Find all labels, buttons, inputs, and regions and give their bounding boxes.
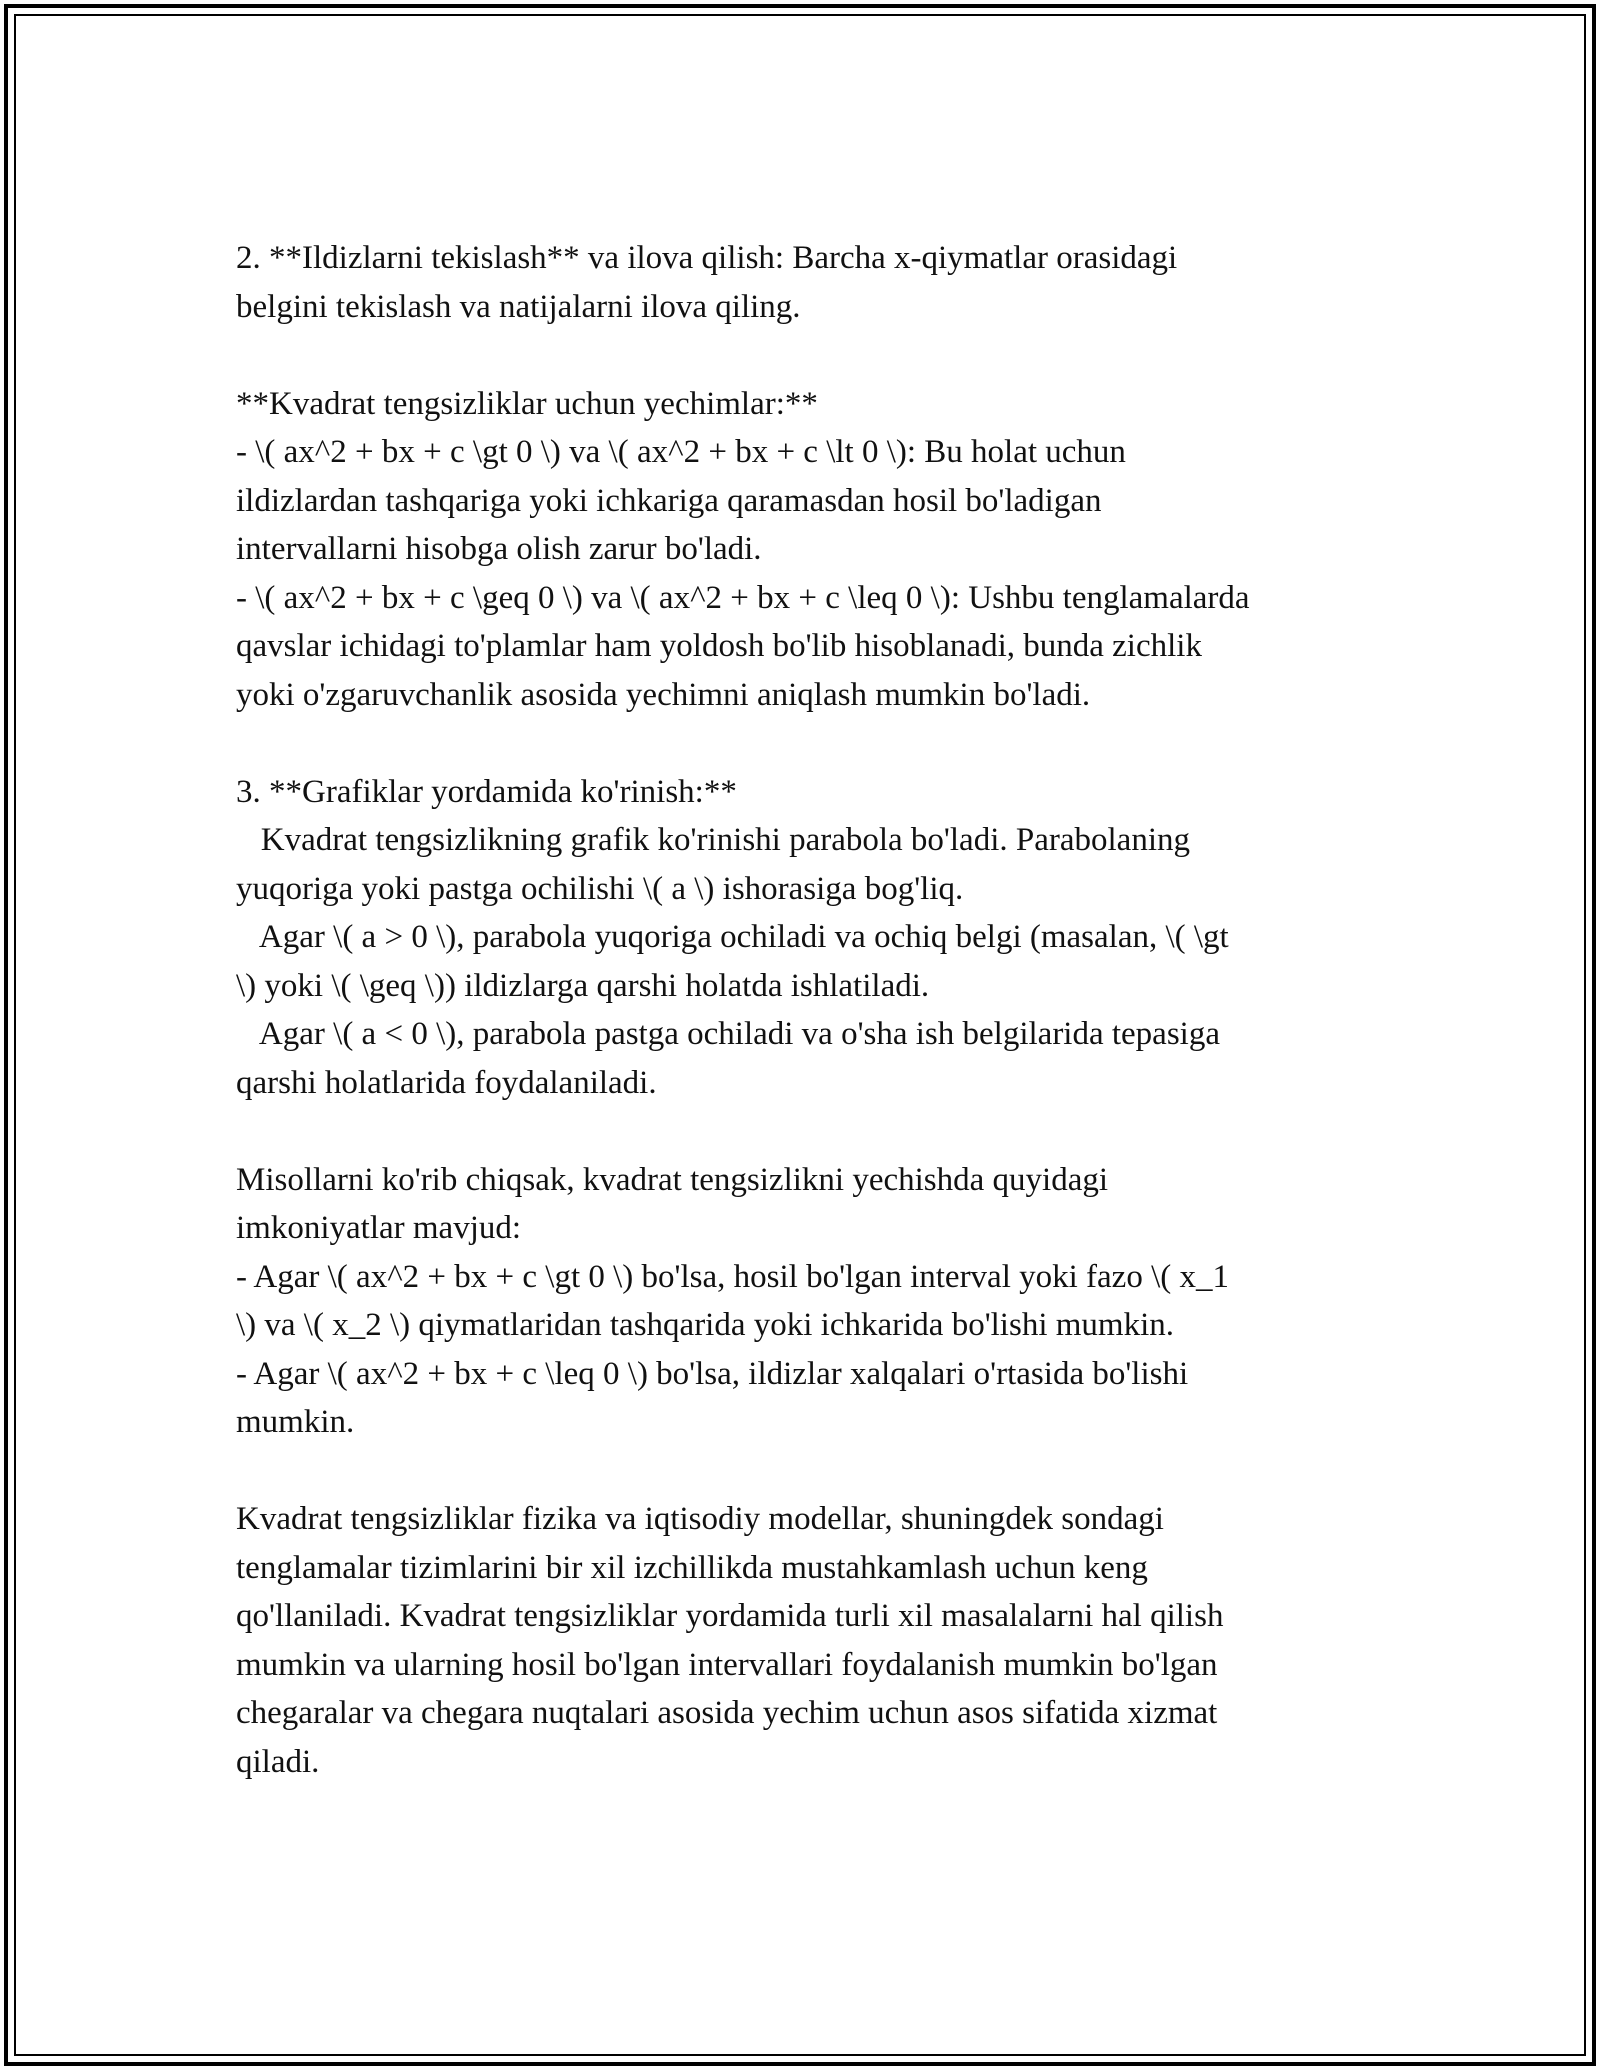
text-line: qavslar ichidagi to'plamlar ham yoldosh bo'lib hisoblanadi, bunda zichlik (236, 628, 1202, 664)
text-line: - Agar \( ax^2 + bx + c \leq 0 \) bo'lsa, ildizlar xalqalari o'rtasida bo'lishi (236, 1355, 1189, 1392)
text-line: 2. **Ildizlarni tekislash** va ilova qilish: Barcha x-qiymatlar orasidagi (236, 240, 1178, 276)
text-line: qarshi holatlarida foydalaniladi. (236, 1064, 657, 1101)
text-line: intervallarni hisobga olish zarur bo'ladi. (236, 531, 762, 567)
text-line: **Kvadrat tengsizliklar uchun yechimlar:** (236, 385, 818, 422)
text-line: - \( ax^2 + bx + c \gt 0 \) va \( ax^2 + bx + c \lt 0 \): Bu holat uchun (236, 434, 1126, 470)
text-line: 3. **Grafiklar yordamida ko'rinish:** (236, 773, 737, 810)
text-line: Agar \( a < 0 \), parabola pastga ochiladi va o'sha ish belgilarida tepasiga (236, 1016, 1220, 1052)
text-line: Kvadrat tengsizlikning grafik ko'rinishi parabola bo'ladi. Parabolaning (236, 822, 1190, 858)
text-line: qo'llaniladi. Kvadrat tengsizliklar yordamida turli xil masalalarni hal qilish (236, 1598, 1224, 1634)
paragraph-applications (236, 1495, 1396, 1786)
text-line: \) yoki \( \geq \)) ildizlarga qarshi holatda ishlatiladi. (236, 967, 930, 1004)
text-line: qiladi. (236, 1743, 320, 1780)
text-line: belgini tekislash va natijalarni ilova qiling. (236, 288, 801, 325)
text-line: - Agar \( ax^2 + bx + c \gt 0 \) bo'lsa, hosil bo'lgan interval yoki fazo \( x_1 (236, 1258, 1229, 1295)
paragraph-solutions (236, 380, 1396, 720)
text-line: yuqoriga yoki pastga ochilishi \( a \) ishorasiga bog'liq. (236, 870, 964, 907)
text-line: Misollarni ko'rib chiqsak, kvadrat tengsizlikni yechishda quyidagi (236, 1161, 1109, 1198)
text-line: chegaralar va chegara nuqtalari asosida yechim uchun asos sifatida xizmat (236, 1695, 1218, 1731)
document-body (236, 234, 1396, 1786)
text-line: Agar \( a > 0 \), parabola yuqoriga ochiladi va ochiq belgi (masalan, \( \gt (236, 919, 1229, 955)
text-line: - \( ax^2 + bx + c \geq 0 \) va \( ax^2 + bx + c \leq 0 \): Ushbu tenglamalarda (236, 579, 1250, 616)
paragraph-graphs (236, 768, 1396, 1108)
text-line: Kvadrat tengsizliklar fizika va iqtisodiy modellar, shuningdek sondagi (236, 1501, 1164, 1537)
text-line: mumkin va ularning hosil bo'lgan intervallari foydalanish mumkin bo'lgan (236, 1646, 1218, 1683)
text-line: ildizlardan tashqariga yoki ichkariga qaramasdan hosil bo'ladigan (236, 482, 1102, 519)
text-line: mumkin. (236, 1404, 355, 1440)
text-line: tenglamalar tizimlarini bir xil izchillikda mustahkamlash uchun keng (236, 1549, 1148, 1586)
paragraph-examples (236, 1156, 1396, 1447)
paragraph-roots-alignment (236, 234, 1396, 331)
text-line: imkoniyatlar mavjud: (236, 1210, 522, 1246)
text-line: yoki o'zgaruvchanlik asosida yechimni aniqlash mumkin bo'ladi. (236, 676, 1091, 713)
text-line: \) va \( x_2 \) qiymatlaridan tashqarida yoki ichkarida bo'lishi mumkin. (236, 1307, 1174, 1343)
